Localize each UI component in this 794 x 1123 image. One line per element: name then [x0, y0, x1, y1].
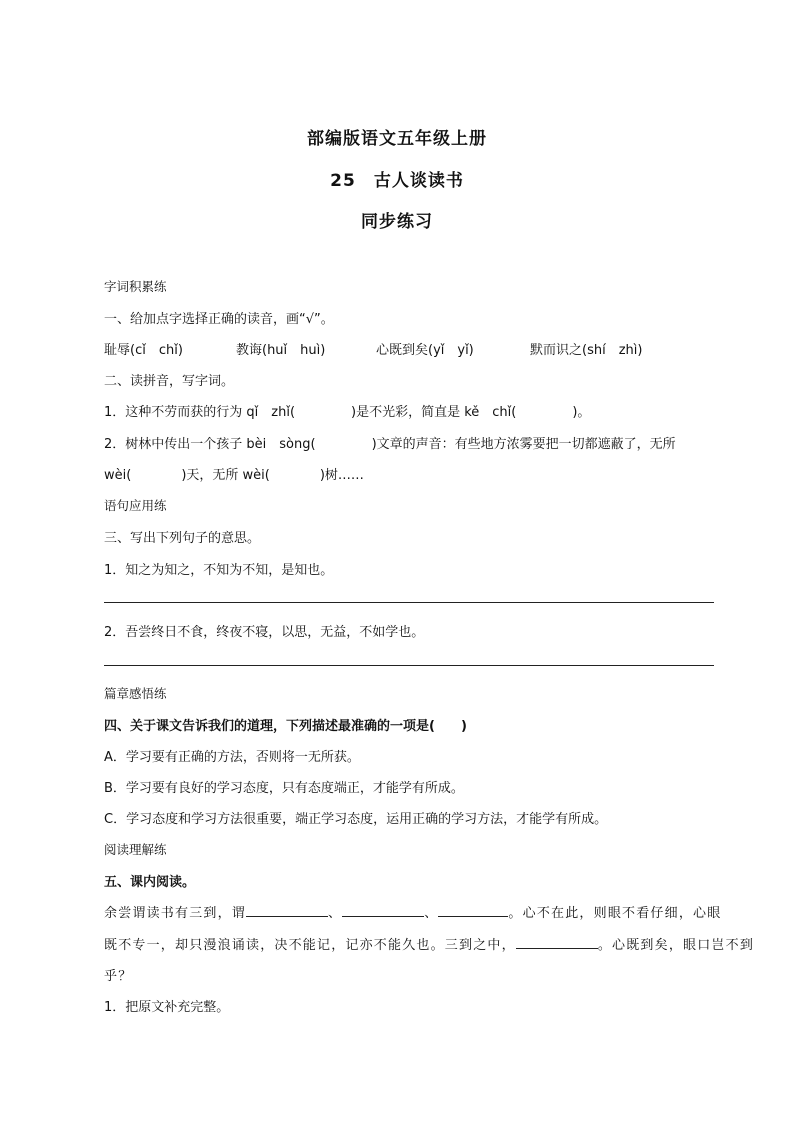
q2-line-3-part-b: )天，无所 wèi( — [181, 468, 270, 483]
passage-line-1-part-d: 。心不在此，则眼不看仔细，心眼 — [508, 906, 722, 921]
q2-line-3-part-a: wèi( — [104, 468, 132, 483]
q2-line-1-part-c: )。 — [572, 405, 591, 420]
fill-blank[interactable] — [342, 904, 424, 917]
passage-line-3: 乎？ — [104, 969, 133, 984]
q1-option-a: 耻辱(cǐ chǐ) — [104, 343, 183, 358]
q2-line-2-part-a: 2．树林中传出一个孩子 bèi sòng( — [104, 437, 316, 452]
q2-line-2 — [104, 433, 676, 452]
page-subtitle: 同步练习 — [361, 212, 433, 232]
passage-sep: 、 — [328, 906, 343, 921]
q1-option-d: 默而识之(shí zhì) — [530, 343, 643, 358]
q2-line-3 — [104, 464, 364, 483]
q2-line-1-part-b: )是不光彩，简直是 kě chǐ( — [351, 405, 517, 420]
q4-option-b: B．学习要有良好的学习态度，只有态度端正，才能学有所成。 — [104, 781, 464, 796]
q2-line-2-part-b: )文章的声音：有些地方浓雾要把一切都遮蔽了，无所 — [371, 437, 676, 452]
q4-option-c: C．学习态度和学习方法很重要，端正学习态度，运用正确的学习方法，才能学有所成。 — [104, 812, 608, 827]
section-heading-passage: 篇章感悟练 — [104, 686, 167, 701]
q2-line-3-part-c: )树…… — [319, 468, 364, 483]
passage-line-1-part-a: 余尝谓读书有三到，谓 — [104, 906, 247, 921]
question-5-stem: 五、课内阅读。 — [104, 875, 196, 890]
passage-line-1 — [104, 902, 721, 921]
q2-line-1 — [104, 401, 590, 420]
question-4-stem: 四、关于课文告诉我们的道理，下列描述最准确的一项是( ) — [104, 719, 467, 734]
passage-line-2-part-b: 。心既到矣，眼口岂不到 — [597, 938, 755, 953]
q5-task-1: 1．把原文补充完整。 — [104, 1000, 230, 1015]
fill-blank[interactable] — [246, 904, 328, 917]
page-title: 部编版语文五年级上册 — [307, 129, 487, 149]
q1-option-c: 心既到矣(yǐ yǐ) — [376, 343, 474, 358]
q2-line-1-part-a: 1．这种不劳而获的行为 qǐ zhǐ( — [104, 405, 296, 420]
passage-line-2 — [104, 934, 754, 953]
question-2-stem: 二、读拼音，写字词。 — [104, 374, 235, 389]
passage-line-2-part-a: 既不专一，却只漫浪诵读，决不能记，记亦不能久也。三到之中， — [104, 938, 516, 953]
q3-sentence-2: 2．吾尝终日不食，终夜不寝，以思，无益，不如学也。 — [104, 625, 425, 640]
lesson-title: 25 古人谈读书 — [330, 171, 464, 191]
section-heading-reading: 阅读理解练 — [104, 842, 167, 857]
q1-option-b: 教诲(huǐ huì) — [236, 343, 326, 358]
question-1-stem: 一、给加点字选择正确的读音，画“√”。 — [104, 312, 334, 327]
answer-line[interactable] — [104, 602, 714, 603]
fill-blank[interactable] — [516, 936, 598, 949]
answer-line[interactable] — [104, 665, 714, 666]
q4-option-a: A．学习要有正确的方法，否则将一无所获。 — [104, 750, 360, 765]
fill-blank[interactable] — [438, 904, 508, 917]
passage-sep: 、 — [424, 906, 439, 921]
q3-sentence-1: 1．知之为知之，不知为不知，是知也。 — [104, 563, 334, 578]
section-heading-sentences: 语句应用练 — [104, 498, 167, 513]
section-heading-vocabulary: 字词积累练 — [104, 279, 167, 294]
question-3-stem: 三、写出下列句子的意思。 — [104, 531, 261, 546]
